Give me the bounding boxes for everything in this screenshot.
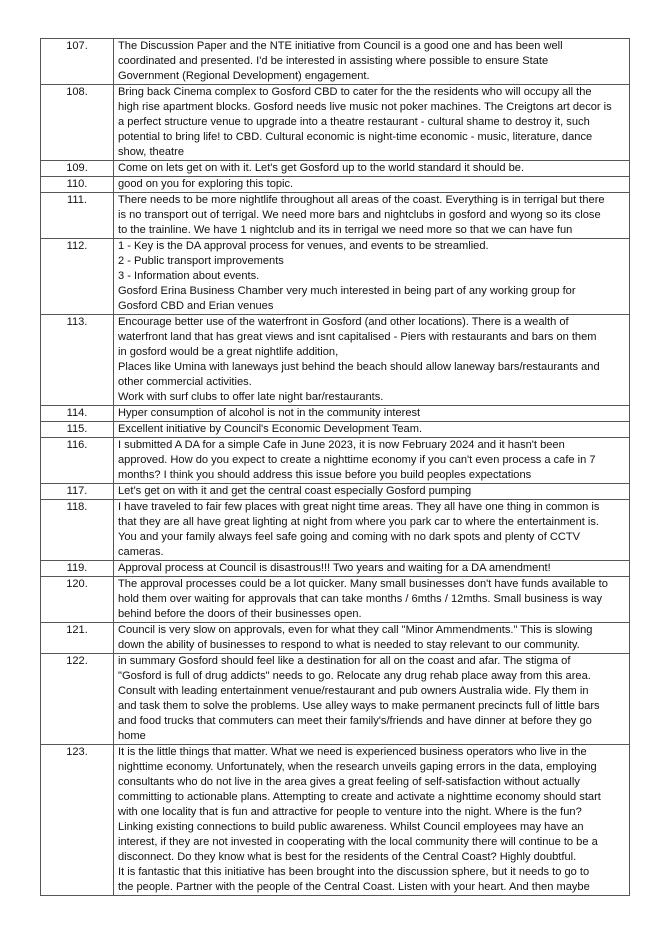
table-row	[41, 406, 630, 422]
comment-line: The approval processes could be a lot quicker. Many small businesses don't have funds available to	[118, 578, 608, 590]
comment-line: in summary Gosford should feel like a destination for all on the coast and afar. The stigma of	[118, 655, 571, 667]
comment-line: Hyper consumption of alcohol is not in the community interest	[118, 407, 421, 419]
submission-comment	[114, 438, 630, 484]
comment-line: home	[118, 730, 146, 742]
table-row	[41, 315, 630, 406]
submissions-table	[40, 38, 630, 896]
submission-number: 123.	[41, 745, 114, 896]
table-row	[41, 623, 630, 654]
comment-line: a perfect structure venue to upgrade into a theatre restaurant - cultural shame to destroy it, such	[118, 116, 590, 128]
comment-line: cameras.	[118, 546, 164, 558]
comment-line: down the ability of businesses to respond to what is needed to stay relevant to our community.	[118, 639, 580, 651]
submission-comment	[114, 623, 630, 654]
comment-line: behind before the doors of their businesses open.	[118, 608, 362, 620]
submission-comment	[114, 239, 630, 315]
submission-comment	[114, 561, 630, 577]
comment-line: committing to actionable plans. Attempting to create and activate a nighttime economy should start	[118, 791, 601, 803]
submission-comment	[114, 577, 630, 623]
submission-number: 112.	[41, 239, 114, 315]
comment-line: waterfront land that has great views and isnt capitalised - Piers with restaurants and bars on them	[118, 331, 597, 343]
table-row	[41, 177, 630, 193]
comment-line: Let’s get on with it and get the central coast especially Gosford pumping	[118, 485, 472, 497]
comment-line: other commercial activities.	[118, 376, 252, 388]
table-row	[41, 239, 630, 315]
comment-line: show, theatre	[118, 146, 184, 158]
submission-comment	[114, 161, 630, 177]
comment-line: I have traveled to fair few places with great night time areas. They all have one thing in common is	[118, 501, 600, 513]
submission-number: 115.	[41, 422, 114, 438]
comment-line: I submitted A DA for a simple Cafe in June 2023, it is now February 2024 and it hasn't been	[118, 439, 565, 451]
comment-line: Consult with leading entertainment venue/restaurant and pub owners Australia wide. Fly them in	[118, 685, 589, 697]
submission-number: 116.	[41, 438, 114, 484]
submission-number: 122.	[41, 654, 114, 745]
submission-number: 120.	[41, 577, 114, 623]
comment-line: is no transport out of terrigal. We need more bars and nightclubs in gosford and wyong so its close	[118, 209, 601, 221]
submission-number: 110.	[41, 177, 114, 193]
submission-number: 119.	[41, 561, 114, 577]
submission-comment	[114, 406, 630, 422]
comment-line: and task them to solve the problems. Use alley ways to make permanent precincts full of little bars	[118, 700, 600, 712]
comment-line: to the trainline. We have 1 nightclub and its in terrigal we need more so that we can have fun	[118, 224, 573, 236]
submission-number: 117.	[41, 484, 114, 500]
submission-comment	[114, 654, 630, 745]
comment-line: It is fantastic that this initiative has been brought into the discussion sphere, but it needs to go to	[118, 866, 590, 878]
comment-line: disconnect. Do they know what is best for the residents of the Central Coast? Highly doubtful.	[118, 851, 577, 863]
comment-line: approved. How do you expect to create a nighttime economy if you can't even process a cafe in 7	[118, 454, 596, 466]
comment-line: 3 - Information about events.	[118, 270, 260, 282]
submission-number: 114.	[41, 406, 114, 422]
table-row	[41, 484, 630, 500]
submission-comment	[114, 39, 630, 85]
submission-number: 109.	[41, 161, 114, 177]
comment-line: "Gosford is full of drug addicts" needs to go. Relocate any drug rehab place away from this area.	[118, 670, 591, 682]
table-row	[41, 438, 630, 484]
comment-line: It is the little things that matter. What we need is experienced business operators who live in the	[118, 746, 587, 758]
comment-line: potential to bring life! to CBD. Cultural economic is night-time economic - music, literature, dance	[118, 131, 593, 143]
submission-comment	[114, 193, 630, 239]
table-row	[41, 422, 630, 438]
submission-number: 118.	[41, 500, 114, 561]
comment-line: 1 - Key is the DA approval process for venues, and events to be streamlied.	[118, 240, 489, 252]
comment-line: nighttime economy. Unfortunately, when the research unveils gaping errors in the data, employing	[118, 761, 597, 773]
comment-line: Gosford CBD and Erian venues	[118, 300, 274, 312]
submission-number: 121.	[41, 623, 114, 654]
comment-line: 2 - Public transport improvements	[118, 255, 284, 267]
comment-line: Approval process at Council is disastrous!!! Two years and waiting for a DA amendment!	[118, 562, 551, 574]
submission-number: 107.	[41, 39, 114, 85]
table-row	[41, 577, 630, 623]
comment-line: There needs to be more nightlife throughout all areas of the coast. Everything is in terrigal but there	[118, 194, 605, 206]
submission-number: 108.	[41, 85, 114, 161]
comment-line: You and your family always feel safe going and coming with no dark spots and plenty of CCTV	[118, 531, 581, 543]
comment-line: that they are all have great lighting at night from where you park car to where the entertainment is.	[118, 516, 599, 528]
submission-comment	[114, 177, 630, 193]
submission-comment	[114, 315, 630, 406]
comment-line: Encourage better use of the waterfront in Gosford (and other locations). There is a wealth of	[118, 316, 569, 328]
comment-line: good on you for exploring this topic.	[118, 178, 294, 190]
comment-line: high rise apartment blocks. Gosford needs live music not poker machines. The Creigtons art decor is	[118, 101, 612, 113]
comment-line: and food trucks that commuters can meet their family's/friends and have dinner at before they go	[118, 715, 592, 727]
table-row	[41, 39, 630, 85]
comment-line: the people. Partner with the people of the Central Coast. Listen with your heart. And then maybe	[118, 881, 590, 893]
table-row	[41, 85, 630, 161]
table-row	[41, 654, 630, 745]
submission-comment	[114, 500, 630, 561]
submission-comment	[114, 85, 630, 161]
table-row	[41, 161, 630, 177]
comment-line: Places like Umina with laneways just behind the beach should allow laneway bars/restaurants and	[118, 361, 600, 373]
comment-line: months? I think you should address this issue before you build peoples expectations	[118, 469, 532, 481]
table-row	[41, 745, 630, 896]
comment-line: Council is very slow on approvals, even for what they call "Minor Ammendments." This is slowing	[118, 624, 593, 636]
comment-line: with one locality that is fun and attractive for people to venture into the night. Where is the fun?	[118, 806, 582, 818]
comment-line: Work with surf clubs to offer late night bar/restaurants.	[118, 391, 384, 403]
comment-line: consultants who do not live in the area gives a great feeling of self-satisfaction without actually	[118, 776, 580, 788]
submission-comment	[114, 422, 630, 438]
comment-line: Linking existing connections to build public awareness. Whilst Council employees may have an	[118, 821, 584, 833]
table-row	[41, 500, 630, 561]
submission-number: 113.	[41, 315, 114, 406]
comment-line: The Discussion Paper and the NTE initiative from Council is a good one and has been well	[118, 40, 563, 52]
comment-line: hold them over waiting for approvals that can take months / 6mths / 12mths. Small business is way	[118, 593, 603, 605]
table-body	[41, 39, 630, 896]
comment-line: Come on lets get on with it. Let's get Gosford up to the world standard it should be.	[118, 162, 525, 174]
comment-line: interest, if they are not invested in cooperating with the local community there will continue to be a	[118, 836, 598, 848]
comment-line: Bring back Cinema complex to Gosford CBD to cater for the the residents who will occupy all the	[118, 86, 592, 98]
comment-line: in gosford would be a great nightlife addition,	[118, 346, 339, 358]
submission-number: 111.	[41, 193, 114, 239]
submission-comment	[114, 484, 630, 500]
table-row	[41, 193, 630, 239]
submission-comment	[114, 745, 630, 896]
comment-line: Gosford Erina Business Chamber very much interested in being part of any working group for	[118, 285, 576, 297]
comment-line: coordinated and presented. I'd be interested in assisting where possible to ensure State	[118, 55, 549, 67]
comment-line: Government (Regional Development) engagement.	[118, 70, 370, 82]
comment-line: Excellent initiative by Council's Economic Development Team.	[118, 423, 423, 435]
table-row	[41, 561, 630, 577]
